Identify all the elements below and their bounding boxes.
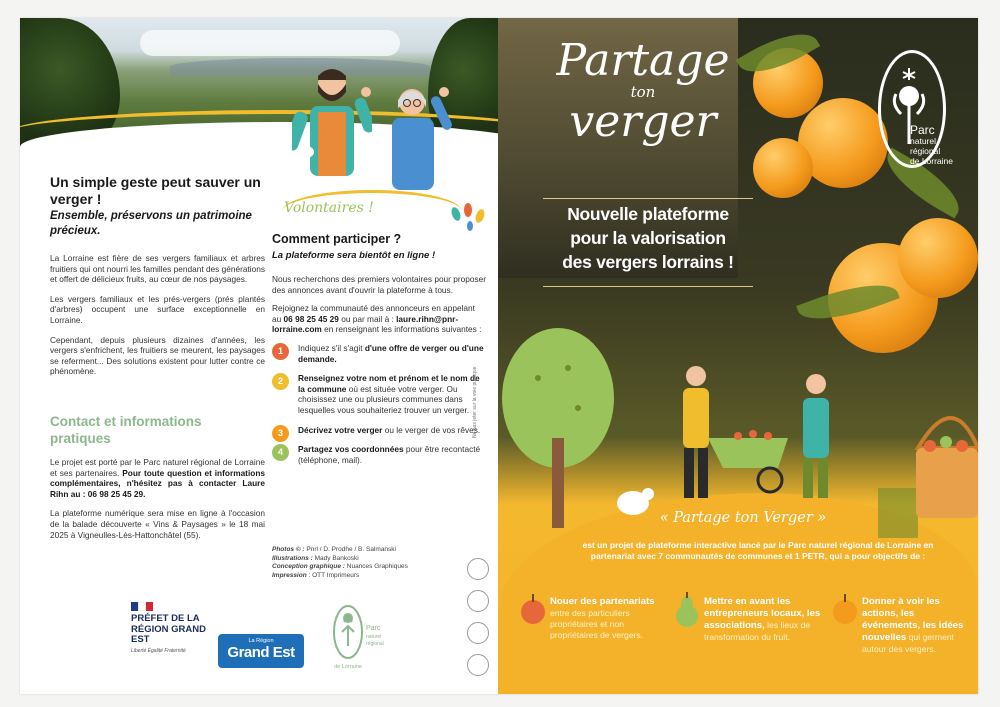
credit-line: Impression : OTT Imprimeurs (272, 571, 360, 579)
pear-icon (674, 592, 700, 628)
left-panel (20, 18, 498, 694)
intro-column (50, 174, 265, 549)
step-item: 3 Décrivez votre verger ou le verger de vos rêves. (272, 425, 486, 436)
recycle-icon (467, 622, 489, 644)
credit-line: Photos © : Pnrl / D. Prodhe / B. Salmanski (272, 546, 396, 553)
intro-paragraph-2: Les vergers familiaux et les prés-vergers (prés plantés d'arbres) occupent une surface exceptionnelle en Lorraine. (50, 293, 265, 325)
eco-logos (467, 558, 491, 686)
objective-2: Mettre en avant les entrepreneurs locaux, les associations, les lieux de transformation du fruit. (704, 596, 821, 642)
vertical-note: Ne pas jeter sur la voie publique (472, 366, 478, 438)
intro-paragraph-1: La Lorraine est fière de ses vergers familiaux et arbres fruitiers qui ont nourri les familles pendant des générations et offert de délicieux fruits, au cœur de nos paysages. (50, 253, 265, 285)
color-drops-icon (448, 202, 488, 232)
brochure-sheet (20, 18, 978, 694)
step-item: 2 Renseignez votre nom et prénom et le nom de la commune où est située votre verger. Ou choisissez une ou plusieurs communes dans lesquelles vous souhaiteriez trouver un verger. (272, 373, 486, 415)
credit-line: Conception graphique : Nuances Graphiques (272, 563, 408, 570)
how-paragraph-1: Nous recherchons des premiers volontaires pour proposer des annonces avant d'ouvrir la plateforme à tous. (272, 274, 486, 295)
email-link[interactable]: laure.rihn@pnr-lorraine.com (272, 313, 459, 335)
contact-paragraph-1: Le projet est porté par le Parc naturel régional de Lorraine et ses partenaires. Pour toute question et informations complémentaires, n'hésitez pas à contacter Laure Rihn au : 06 98 25 45 29. (50, 456, 266, 499)
objective-1: Nouer des partenariats entre des particuliers propriétaires et non propriétaires de vergers. (550, 596, 655, 640)
right-panel (498, 18, 978, 694)
pefc-icon (467, 590, 489, 612)
prefecture-logo: PRÉFET DE LA RÉGION GRAND EST Liberté Égalité Fraternité (131, 602, 221, 654)
step-number-badge: 3 (272, 425, 289, 442)
headline-sub: Ensemble, préservons un patrimoine précieux. (50, 210, 252, 237)
credits (272, 546, 408, 580)
step-item: 1 Indiquez s'il s'agit d'une offre de verger ou d'une demande. (272, 343, 486, 364)
svg-text:Parc: Parc (366, 625, 381, 632)
contact-paragraph-2: La plateforme numérique sera mise en ligne à l'occasion de la balade découverte « Vins & Paysages » le 18 mai 2025 à Vigneulles-Lès-Hattonchâtel (55). (50, 508, 265, 540)
how-subtitle: La plateforme sera bientôt en ligne ! (272, 250, 436, 261)
step-number-badge: 4 (272, 444, 289, 461)
how-paragraph-2: Rejoignez la communauté des annonceurs en appelant au 06 98 25 45 29 ou par mail à : laure.rihn@pnr-lorraine.com en renseignant les informations suivantes : (272, 303, 482, 335)
svg-text:régional: régional (366, 641, 384, 647)
headline: Un simple geste peut sauver un verger ! (50, 174, 261, 207)
region-grand-est-logo: La Région Grand Est (218, 634, 304, 668)
brochure-title: Partage ton verger (556, 35, 730, 147)
farmer-woman-illustration (378, 78, 456, 190)
pnr-lorraine-logo-right: Parc naturel régional de Lorraine (878, 50, 970, 180)
volunteers-tag: Volontaires ! (284, 200, 374, 216)
plum-icon (832, 592, 858, 628)
steps-list (272, 343, 486, 465)
step-number-badge: 1 (272, 343, 289, 360)
svg-text:de Lorraine: de Lorraine (334, 664, 362, 670)
step-number-badge: 2 (272, 373, 289, 390)
credit-line: Illustrations : Mady Bankoski (272, 554, 359, 562)
pnr-lorraine-logo (330, 602, 400, 672)
step-item: 4 Partagez vos coordonnées pour être recontacté (téléphone, mail). (272, 444, 486, 465)
french-flag-icon (131, 602, 153, 611)
objective-3: Donner à voir les actions, les événements, les idées nouvelles qui germent autour des vergers. (862, 596, 964, 654)
project-intro: est un projet de plateforme interactive lancé par le Parc naturel régional de Lorraine en partenariat avec 7 communautés de communes et 1 PETR, qui a pour objectifs de : (582, 540, 934, 561)
phone-number: 06 98 25 45 29 (283, 313, 339, 324)
how-title: Comment participer ? (272, 232, 402, 246)
how-column (272, 232, 486, 474)
contact-title: Contact et informations pratiques (50, 413, 202, 446)
brochure-subtitle: Nouvelle plateforme pour la valorisation des vergers lorrains ! (562, 204, 734, 272)
project-quote: « Partage ton Verger » (659, 510, 827, 526)
apple-icon (520, 592, 546, 628)
intro-paragraph-3: Cependant, depuis plusieurs dizaines d'années, les vergers s'enfrichent, les fruitiers se meurent, les paysages se referment... Des solutions existent pour lutter contre ce phénomène. (50, 334, 265, 377)
triman-icon (467, 654, 489, 676)
farmer-man-illustration (292, 62, 372, 190)
imprimvert-icon (467, 558, 489, 580)
svg-text:naturel: naturel (366, 634, 382, 640)
